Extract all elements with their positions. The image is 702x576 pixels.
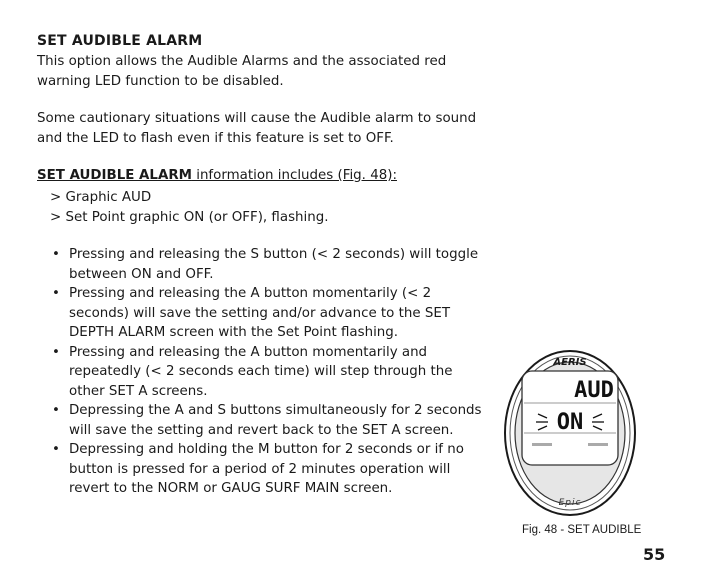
info-subheading bbox=[37, 168, 397, 183]
model-logo: Epic bbox=[558, 498, 582, 508]
instruction-list bbox=[50, 245, 490, 499]
bullet-icon: • bbox=[52, 247, 60, 262]
bullet-icon: • bbox=[52, 286, 60, 301]
display-aud-text: AUD bbox=[574, 378, 614, 403]
list-item-text: Depressing the A and S buttons simultaneously for 2 seconds will save the setting and revert back to the SET A screen. bbox=[69, 403, 482, 438]
brand-logo: AERIS bbox=[553, 357, 587, 368]
caution-paragraph: Some cautionary situations will cause the Audible alarm to sound and the LED to flash even if this feature is set to OFF. bbox=[37, 111, 477, 146]
list-item-text: Pressing and releasing the A button momentarily and repeatedly (< 2 seconds each time) will step through the other SET A screens. bbox=[69, 344, 453, 399]
display-on-text: ON bbox=[556, 410, 584, 435]
bullet-icon: • bbox=[52, 442, 60, 457]
info-item: > Set Point graphic ON (or OFF), flashing. bbox=[50, 209, 329, 225]
dive-computer-illustration bbox=[500, 345, 640, 523]
list-item-text: Depressing and holding the M button for 2 seconds or if no button is pressed for a period of 2 minutes operation will revert to the NORM or GAUG SURF MAIN screen. bbox=[69, 442, 464, 496]
list-item bbox=[50, 245, 490, 284]
page-number: 55 bbox=[643, 545, 666, 564]
list-item bbox=[50, 284, 490, 343]
subheading-bold: SET AUDIBLE ALARM bbox=[37, 168, 192, 183]
subheading-rest: information includes (Fig. 48): bbox=[191, 168, 397, 183]
figure-caption: Fig. 48 - SET AUDIBLE bbox=[522, 524, 642, 536]
bullet-icon: • bbox=[52, 344, 60, 360]
intro-paragraph: This option allows the Audible Alarms and the associated red warning LED function to be disabled. bbox=[37, 54, 447, 89]
list-item-text: Pressing and releasing the S button (< 2 seconds) will toggle between ON and OFF. bbox=[69, 247, 479, 282]
info-list bbox=[50, 188, 329, 227]
list-item bbox=[50, 401, 490, 440]
section-heading: SET AUDIBLE ALARM bbox=[37, 33, 203, 49]
list-item-text: Pressing and releasing the A button momentarily (< 2 seconds) will save the setting and/or advance to the SET DEPTH ALARM screen with the Set Point flashing. bbox=[69, 286, 451, 340]
bullet-icon: • bbox=[52, 403, 60, 418]
info-item: > Graphic AUD bbox=[50, 190, 152, 205]
list-item bbox=[50, 440, 490, 499]
list-item bbox=[50, 343, 490, 402]
